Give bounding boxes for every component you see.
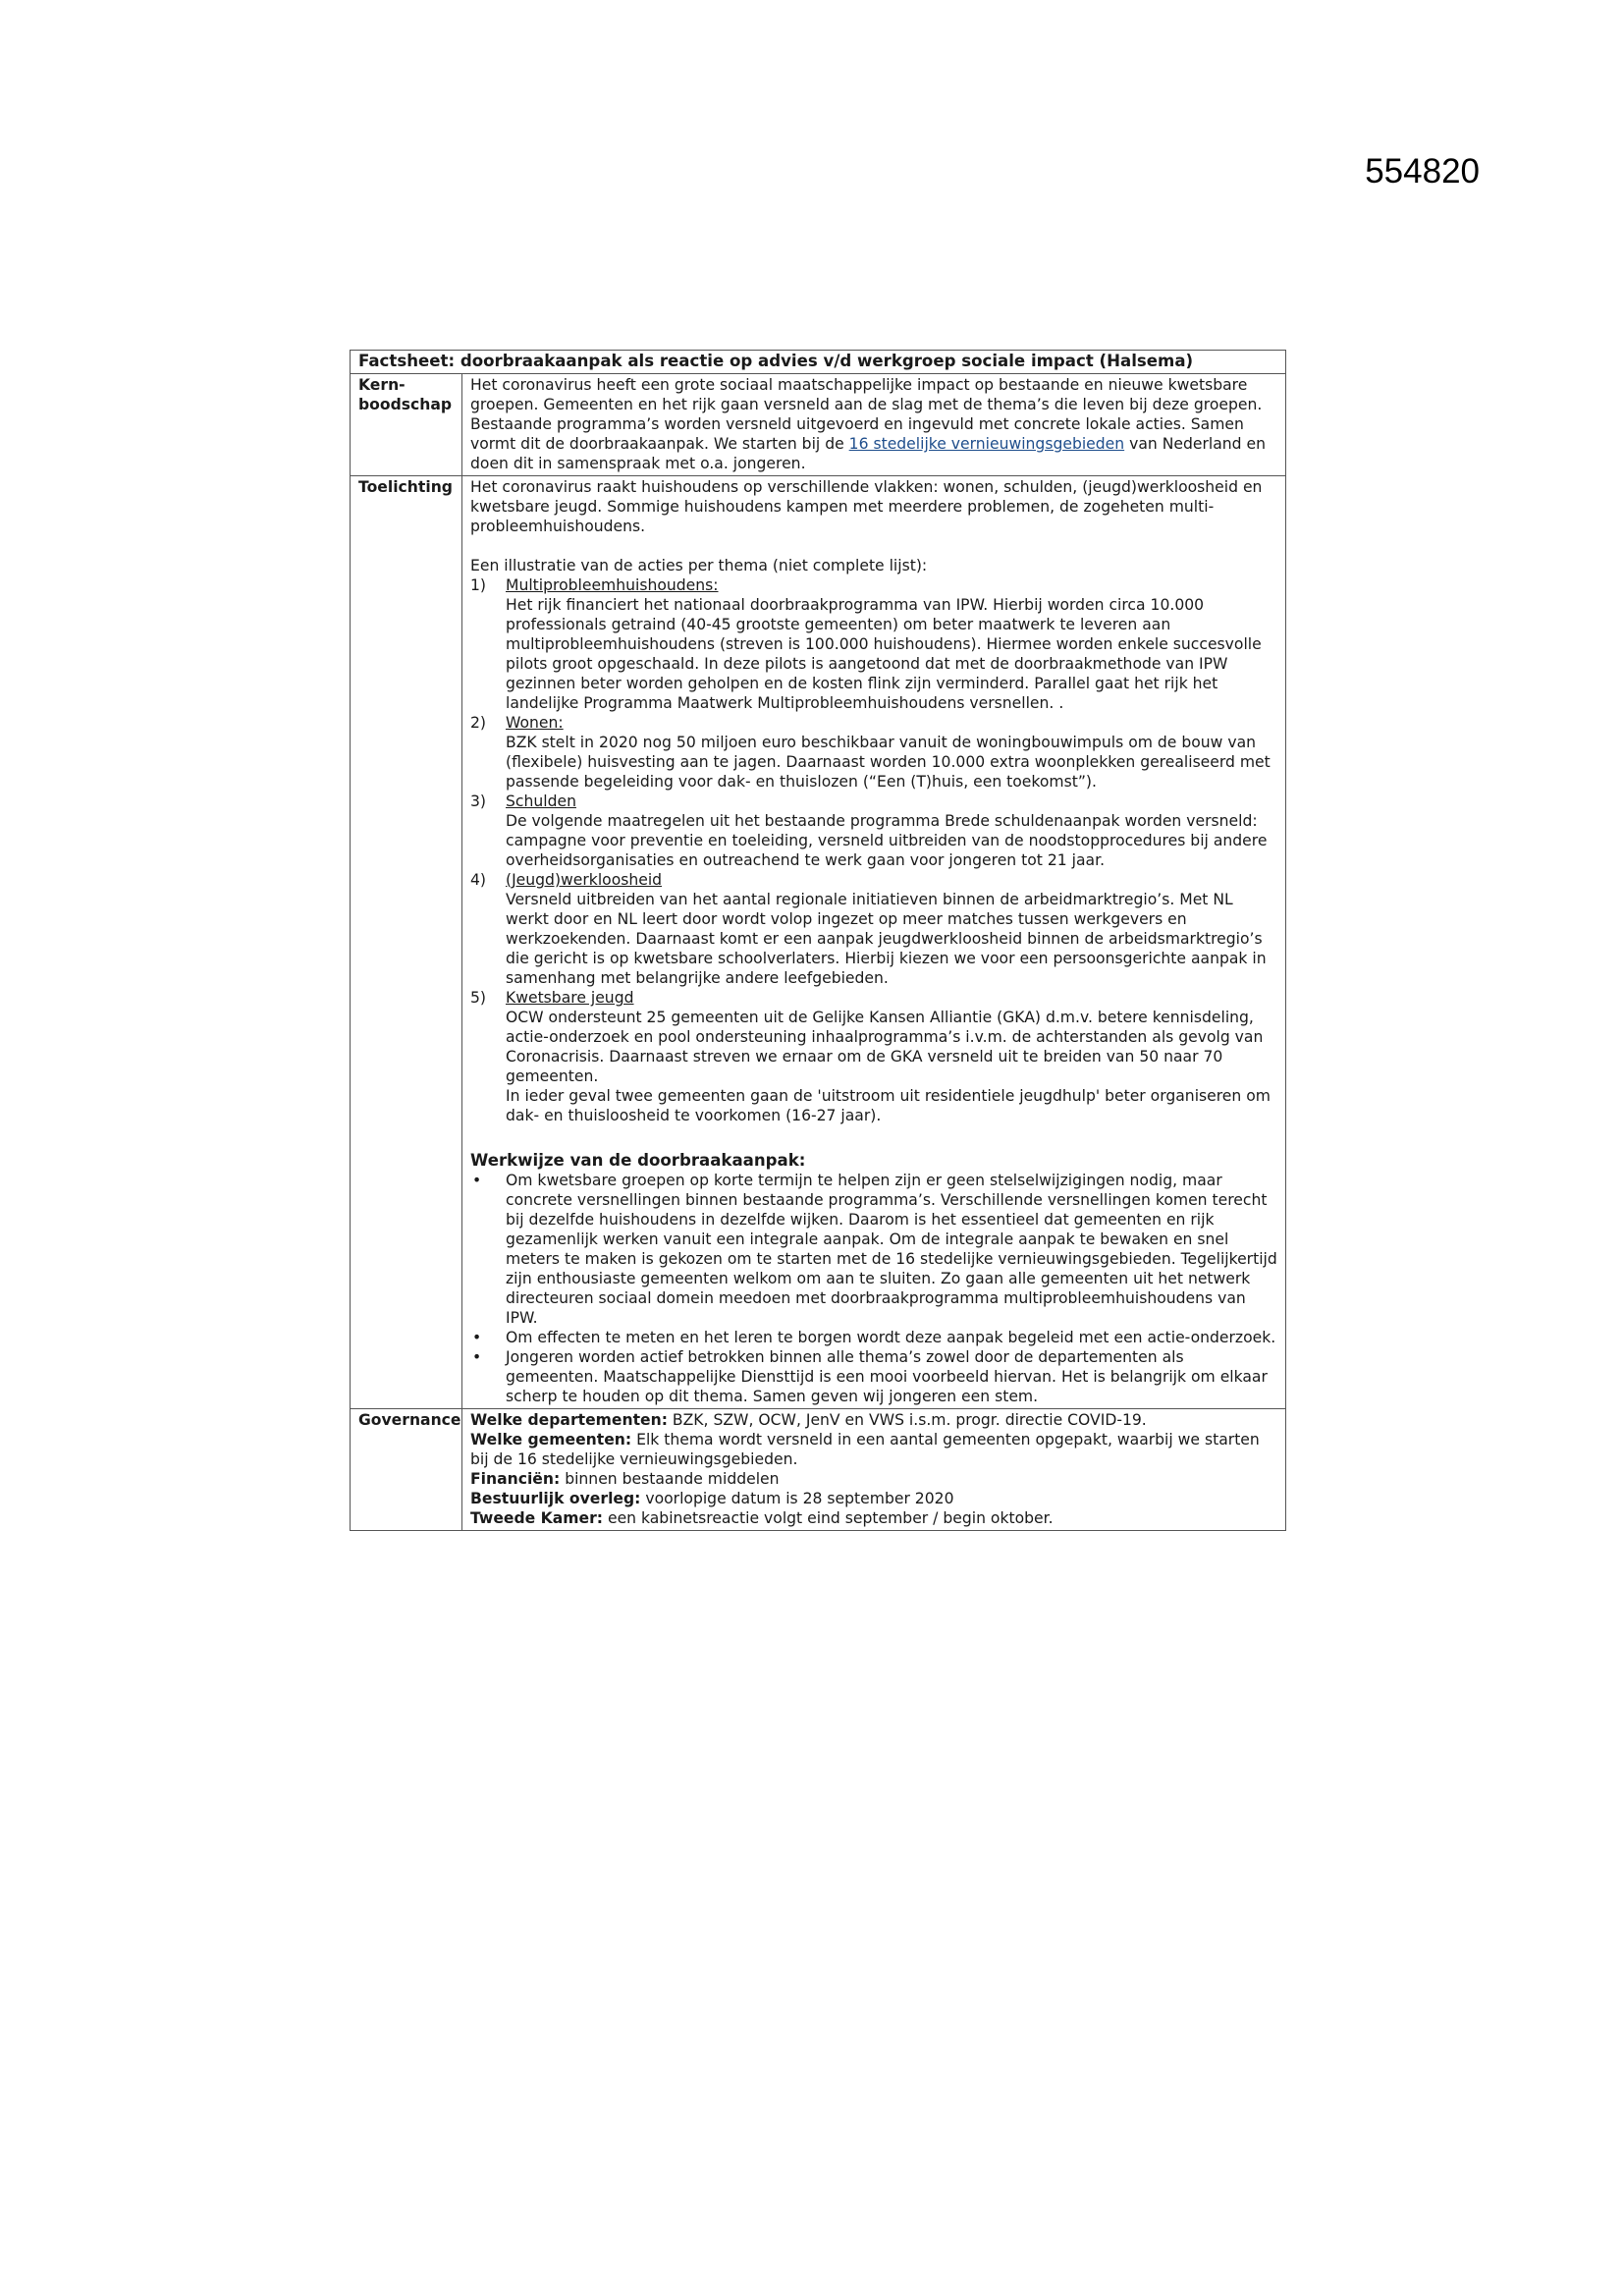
toelichting-label: Toelichting [351, 476, 462, 1409]
themes-list [470, 575, 1277, 1125]
theme-number: 1) [470, 576, 487, 594]
governance-row [351, 1409, 1286, 1531]
theme-number: 3) [470, 793, 487, 810]
werkwijze-item [470, 1328, 1277, 1347]
theme-item [470, 870, 1277, 988]
stedelijke-vernieuwingsgebieden-link[interactable]: 16 stedelijke vernieuwingsgebieden [848, 435, 1125, 453]
bullet-icon: • [472, 1348, 482, 1366]
factsheet-table [350, 350, 1286, 1531]
governance-key: Welke gemeenten: [470, 1431, 632, 1449]
theme-number: 5) [470, 989, 487, 1007]
kernboodschap-label-text: Kern- boodschap [358, 376, 453, 413]
governance-key: Welke departementen: [470, 1411, 668, 1429]
werkwijze-text: Om kwetsbare groepen op korte termijn te helpen zijn er geen stelselwijzigingen nodig, maar concrete versnellingen binnen bestaande programma’s. Verschillende versnellingen komen terecht bij dezelfde huishoudens in dezelfde wijken. Daarom is het essentieel dat gemeenten en rijk gezamenlijk werken vanuit een integrale aanpak. Om de integrale aanpak te bewaken en snel meters te maken is gekozen om te starten met de 16 stedelijke vernieuwingsgebieden. Tegelijkertijd zijn enthousiaste gemeenten welkom om aan te sluiten. Zo gaan alle gemeenten uit het netwerk directeuren sociaal domein meedoen met doorbraakprogramma multiprobleemhuishoudens van IPW. [506, 1172, 1277, 1327]
governance-line [470, 1410, 1277, 1430]
themes-intro: Een illustratie van de acties per thema (niet complete lijst): [470, 557, 928, 574]
theme-text: Het rijk financiert het nationaal doorbraakprogramma van IPW. Hierbij worden circa 10.000 professionals getraind (40-45 grootste gemeenten) om beter maatwerk te leveren aan multiprobleemhuishoudens (streven is 100.000 huishoudens). Hiermee worden enkele succesvolle pilots groot opgeschaald. In deze pilots is aangetoond dat met de doorbraakmethode van IPW gezinnen beter worden geholpen en de kosten flink zijn verminderd. Parallel gaat het rijk het landelijke Programma Maatwerk Multiprobleemhuishoudens versnellen. . [506, 596, 1262, 712]
governance-value: voorlopige datum is 28 september 2020 [640, 1490, 954, 1507]
governance-line [470, 1469, 1277, 1489]
kernboodschap-content [462, 374, 1286, 476]
theme-item [470, 988, 1277, 1125]
theme-number: 2) [470, 714, 487, 732]
theme-text: De volgende maatregelen uit het bestaande programma Brede schuldenaanpak worden versneld: campagne voor preventie en toeleiding, versneld uitbreiden van de noodstopprocedures bij andere overheidsorganisaties en outreachend te werk gaan voor jongeren tot 21 jaar. [506, 812, 1268, 869]
governance-key: Tweede Kamer: [470, 1509, 604, 1527]
werkwijze-item [470, 1347, 1277, 1406]
kernboodschap-text [470, 375, 1277, 473]
governance-key: Financiën: [470, 1470, 561, 1488]
governance-content [462, 1409, 1286, 1531]
theme-number: 4) [470, 871, 487, 889]
governance-line [470, 1489, 1277, 1508]
theme-item [470, 575, 1277, 713]
theme-title: Schulden [506, 793, 576, 810]
toelichting-intro: Het coronavirus raakt huishoudens op verschillende vlakken: wonen, schulden, (jeugd)werkloosheid en kwetsbare jeugd. Sommige huishoudens kampen met meerdere problemen, de zogeheten multi-probleemhuishoudens. [470, 478, 1263, 535]
title-row [351, 351, 1286, 374]
werkwijze-heading: Werkwijze van de doorbraakaanpak: [470, 1151, 806, 1170]
toelichting-content [462, 476, 1286, 1409]
werkwijze-list [470, 1171, 1277, 1406]
theme-text: BZK stelt in 2020 nog 50 miljoen euro beschikbaar vanuit de woningbouwimpuls om de bouw van (flexibele) huisvesting aan te jagen. Daarnaast worden 10.000 extra woonplekken gerealiseerd met passende begeleiding voor dak- en thuislozen (“Een (T)huis, een toekomst”). [506, 734, 1271, 791]
governance-value: binnen bestaande middelen [560, 1470, 780, 1488]
theme-title: (Jeugd)werkloosheid [506, 871, 663, 889]
governance-label: Governance [351, 1409, 462, 1531]
theme-title: Multiprobleemhuishoudens: [506, 576, 719, 594]
kernboodschap-text-start: Het coronavirus heeft een grote sociaal maatschappelijke impact op bestaande en nieuwe kwetsbare groepen. Gemeenten en het rijk gaan versneld aan de slag met de thema’s die leven bij deze groepen. Bestaande programma’s worden versneld uitgevoerd en ingevuld met concrete lokale acties. Samen vormt dit de doorbraakaanpak. We starten bij de [470, 376, 1263, 453]
werkwijze-text: Jongeren worden actief betrokken binnen alle thema’s zowel door de departementen als gemeenten. Maatschappelijke Diensttijd is een mooi voorbeeld hiervan. Het is belangrijk om elkaar scherp te houden op dit thema. Samen geven wij jongeren een stem. [506, 1348, 1268, 1405]
theme-item [470, 792, 1277, 870]
kernboodschap-label [351, 374, 462, 476]
toelichting-row [351, 476, 1286, 1409]
factsheet-title: Factsheet: doorbraakaanpak als reactie op advies v/d werkgroep sociale impact (Halsema) [351, 351, 1286, 374]
werkwijze-item [470, 1171, 1277, 1328]
kernboodschap-text-end: van Nederland en doen dit in samenspraak met o.a. jongeren. [470, 435, 1266, 472]
theme-text: OCW ondersteunt 25 gemeenten uit de Gelijke Kansen Alliantie (GKA) d.m.v. betere kennisdeling, actie-onderzoek en pool ondersteuning inhaalprogramma’s i.v.m. de achterstanden als gevolg van Coronacrisis. Daarnaast streven we ernaar om de GKA versneld uit te breiden van 50 naar 70 gemeenten. [506, 1009, 1264, 1085]
kernboodschap-row [351, 374, 1286, 476]
governance-value: Elk thema wordt versneld in een aantal gemeenten opgepakt, waarbij we starten bij de 16 stedelijke vernieuwingsgebieden. [470, 1431, 1260, 1468]
theme-title: Wonen: [506, 714, 564, 732]
bullet-icon: • [472, 1172, 482, 1189]
governance-key: Bestuurlijk overleg: [470, 1490, 641, 1507]
theme-title: Kwetsbare jeugd [506, 989, 634, 1007]
governance-value: BZK, SZW, OCW, JenV en VWS i.s.m. progr. directie COVID-19. [667, 1411, 1147, 1429]
bullet-icon: • [472, 1329, 482, 1346]
theme-item [470, 713, 1277, 792]
governance-value: een kabinetsreactie volgt eind september / begin oktober. [603, 1509, 1054, 1527]
theme-text: Versneld uitbreiden van het aantal regionale initiatieven binnen de arbeidmarktregio’s. Met NL werkt door en NL leert door wordt volop ingezet op meer matches tussen werkgevers en werkzoekenden. Daarnaast komt er een aanpak jeugdwerkloosheid binnen de arbeidsmarktregio’s die gericht is op kwetsbare schoolverlaters. Hierbij kiezen we voor een persoonsgerichte aanpak in samenhang met belangrijke andere leefgebieden. [506, 891, 1267, 987]
governance-line [470, 1508, 1277, 1528]
governance-line [470, 1430, 1277, 1469]
theme-text-extra: In ieder geval twee gemeenten gaan de 'uitstroom uit residentiele jeugdhulp' beter organiseren om dak- en thuisloosheid te voorkomen (16-27 jaar). [506, 1087, 1271, 1124]
document-number: 554820 [1365, 152, 1480, 191]
werkwijze-text: Om effecten te meten en het leren te borgen wordt deze aanpak begeleid met een actie-onderzoek. [506, 1329, 1276, 1346]
